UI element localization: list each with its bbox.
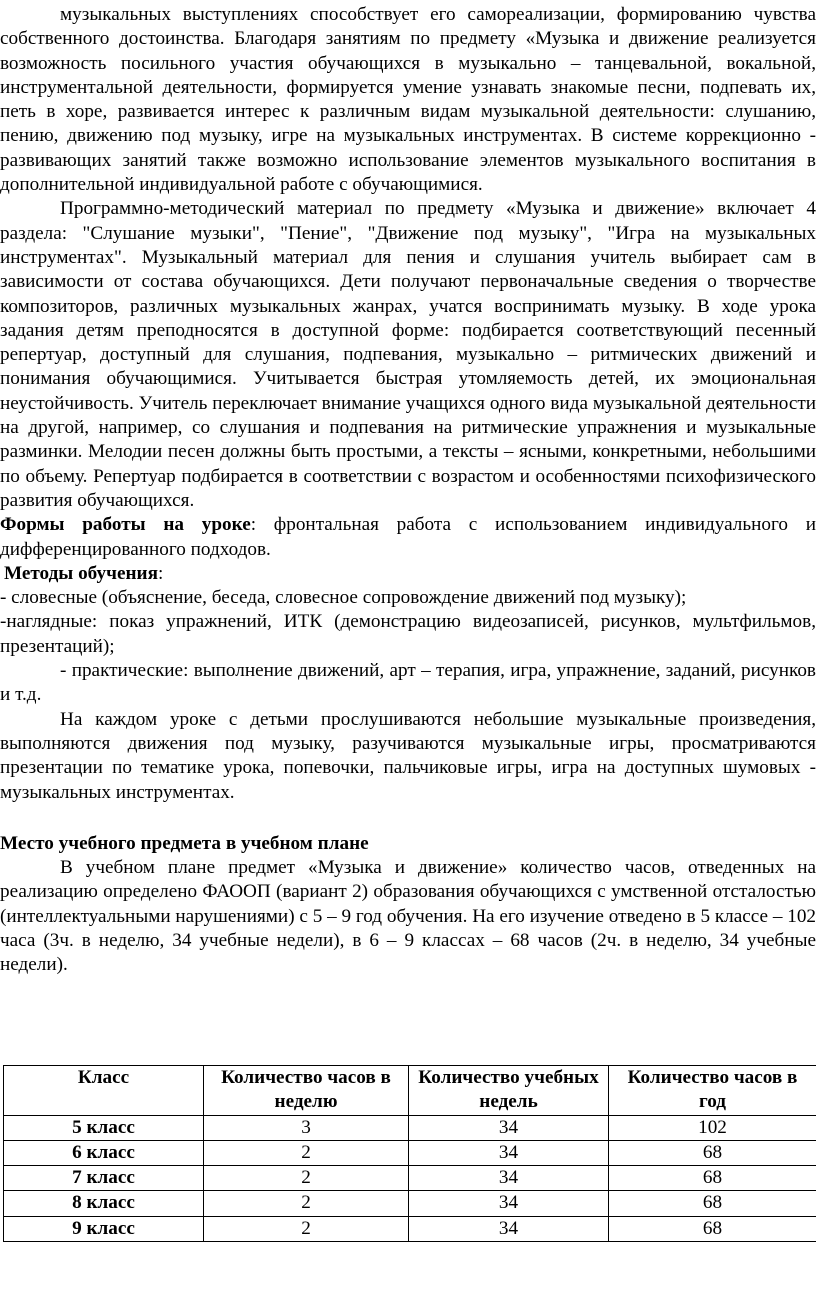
section-heading: Место учебного предмета в учебном плане (0, 832, 369, 854)
table-row (4, 1140, 816, 1165)
method-item: - словесные (объяснение, беседа, словесное сопровождение движений под музыку); (0, 587, 687, 609)
methods-heading (0, 562, 816, 586)
hours-table (3, 1065, 816, 1242)
class-cell: 9 класс (4, 1216, 204, 1241)
weeks-cell: 34 (409, 1216, 609, 1241)
column-header-hours-per-year: Количество часов в год (609, 1066, 816, 1116)
class-cell: 7 класс (4, 1166, 204, 1191)
hours-per-week-cell: 2 (204, 1216, 409, 1241)
weeks-cell: 34 (409, 1115, 609, 1140)
plan-paragraph: В учебном плане предмет «Музыка и движение» количество часов, отведенных на реализацию определено ФАООП (вариант 2) образования обучающихся с умственной отсталостью (интеллектуальными нарушениями) с 5 – 9 год обучения. На его изучение отведено в 5 классе – 102 часа (3ч. в неделю, 34 учебные недели), в 6 – 9 классах – 68 часов (2ч. в неделю, 34 учебные недели). (0, 857, 816, 976)
table-row (4, 1191, 816, 1216)
table-header-row (4, 1066, 816, 1116)
column-header-class: Класс (4, 1066, 204, 1116)
hours-per-year-cell: 102 (609, 1115, 816, 1140)
method-item: - практические: выполнение движений, арт – терапия, игра, упражнение, заданий, рисунков и т.д. (0, 660, 816, 706)
hours-per-week-cell: 2 (204, 1166, 409, 1191)
lesson-paragraph: На каждом уроке с детьми прослушиваются небольшие музыкальные произведения, выполняются движения под музыку, разучиваются музыкальные игры, просматриваются презентации по тематике урока, попевочки, пальчиковые игры, игра на доступных шумовых - музыкальных инструментах. (0, 708, 816, 803)
class-cell: 6 класс (4, 1140, 204, 1165)
forms-paragraph (0, 513, 816, 562)
intro-paragraph: музыкальных выступлениях способствует его самореализации, формированию чувства собственного достоинства. Благодаря занятиям по предмету «Музыка и движение реализуется возможность посильного участия обучающихся в музыкально – танцевальной, вокальной, инструментальной деятельности, формируется умение узнавать знакомые песни, подпевать их, петь в хоре, развивается интерес к различным видам музыкальной деятельности: слушанию, пению, движению под музыку, игре на музыкальных инструментах. В системе коррекционно - развивающих занятий также возможно использование элементов музыкального воспитания в дополнительной индивидуальной работе с обучающимися. (0, 4, 816, 196)
hours-per-year-cell: 68 (609, 1166, 816, 1191)
program-paragraph: Программно-методический материал по предмету «Музыка и движение» включает 4 раздела: "Слушание музыки", "Пение", "Движение под музыку", "Игра на музыкальных инструментах". Музыкальный материал для пения и слушания учитель выбирает сам в зависимости от состава обучающихся. Дети получают первоначальные сведения о творчестве композиторов, различных музыкальных жанрах, учатся воспринимать музыку. В ходе урока задания детям преподносятся в доступной форме: подбирается соответствующий песенный репертуар, доступный для слушания, подпевания, музыкально – ритмических движений и понимания обучающимися. Учитывается быстрая утомляемость детей, их эмоциональная неустойчивость. Учитель переключает внимание учащихся одного вида музыкальной деятельности на другой, например, со слушания и подпевания на ритмические упражнения и музыкальные разминки. Мелодии песен должны быть простыми, а тексты – ясными, конкретными, небольшими по объему. Репертуар подбирается в соответствии с возрастом и особенностями психофизического развития обучающихся. (0, 198, 816, 511)
method-item: -наглядные: показ упражнений, ИТК (демонстрацию видеозаписей, рисунков, мультфильмов, презентаций); (0, 611, 816, 657)
column-header-weeks: Количество учебных недель (409, 1066, 609, 1116)
column-header-hours-per-week: Количество часов в неделю (204, 1066, 409, 1116)
hours-per-year-cell: 68 (609, 1216, 816, 1241)
hours-per-week-cell: 3 (204, 1115, 409, 1140)
table-row (4, 1216, 816, 1241)
weeks-cell: 34 (409, 1140, 609, 1165)
hours-per-week-cell: 2 (204, 1140, 409, 1165)
table-row (4, 1115, 816, 1140)
hours-per-year-cell: 68 (609, 1140, 816, 1165)
forms-text: : фронтальная работа с использованием индивидуального и дифференцированного подходов. (0, 514, 816, 560)
methods-label: Методы обучения (4, 562, 158, 584)
forms-label: Формы работы на уроке (0, 514, 251, 536)
hours-per-year-cell: 68 (609, 1191, 816, 1216)
hours-per-week-cell: 2 (204, 1191, 409, 1216)
weeks-cell: 34 (409, 1191, 609, 1216)
class-cell: 8 класс (4, 1191, 204, 1216)
class-cell: 5 класс (4, 1115, 204, 1140)
weeks-cell: 34 (409, 1166, 609, 1191)
table-row (4, 1166, 816, 1191)
methods-colon: : (157, 562, 164, 584)
